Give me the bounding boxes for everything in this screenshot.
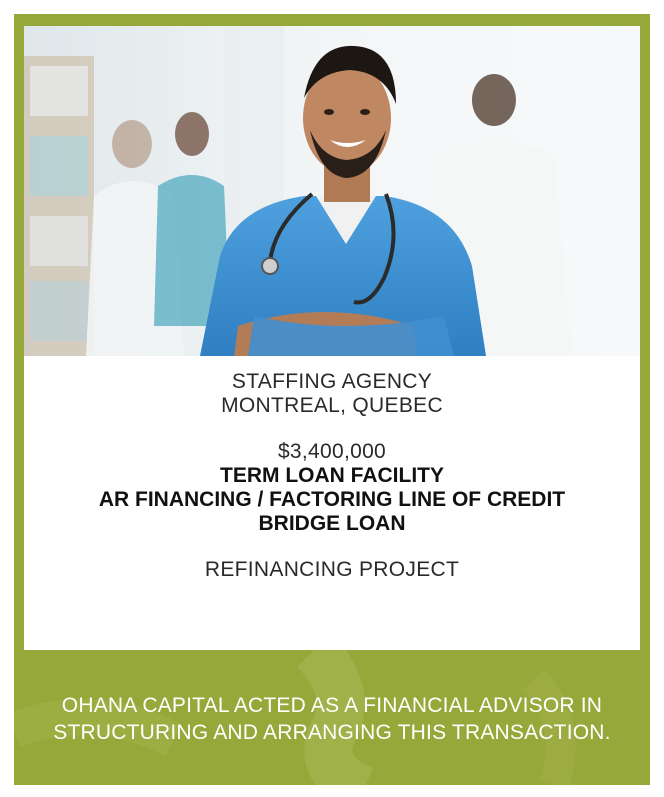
header-photo <box>24 26 640 356</box>
project-type-label: REFINANCING PROJECT <box>204 558 460 581</box>
deal-card <box>14 14 650 785</box>
product-ar-financing: AR FINANCING / FACTORING LINE OF CREDIT <box>98 488 566 511</box>
advisor-statement-line-1: OHANA CAPITAL ACTED AS A FINANCIAL ADVISOR IN <box>61 694 603 717</box>
location-label: MONTREAL, QUEBEC <box>221 394 443 417</box>
product-term-loan: TERM LOAN FACILITY <box>220 464 444 487</box>
advisor-statement-line-2: STRUCTURING AND ARRANGING THIS TRANSACTION. <box>53 721 611 744</box>
advisor-footer <box>14 650 650 785</box>
advisor-statement <box>14 692 650 746</box>
deal-amount: $3,400,000 <box>277 440 387 463</box>
product-bridge-loan: BRIDGE LOAN <box>258 512 406 535</box>
deal-card-content <box>24 26 640 650</box>
doctor-photo-icon <box>24 26 640 356</box>
industry-label: STAFFING AGENCY <box>231 370 433 393</box>
deal-details <box>24 370 640 582</box>
